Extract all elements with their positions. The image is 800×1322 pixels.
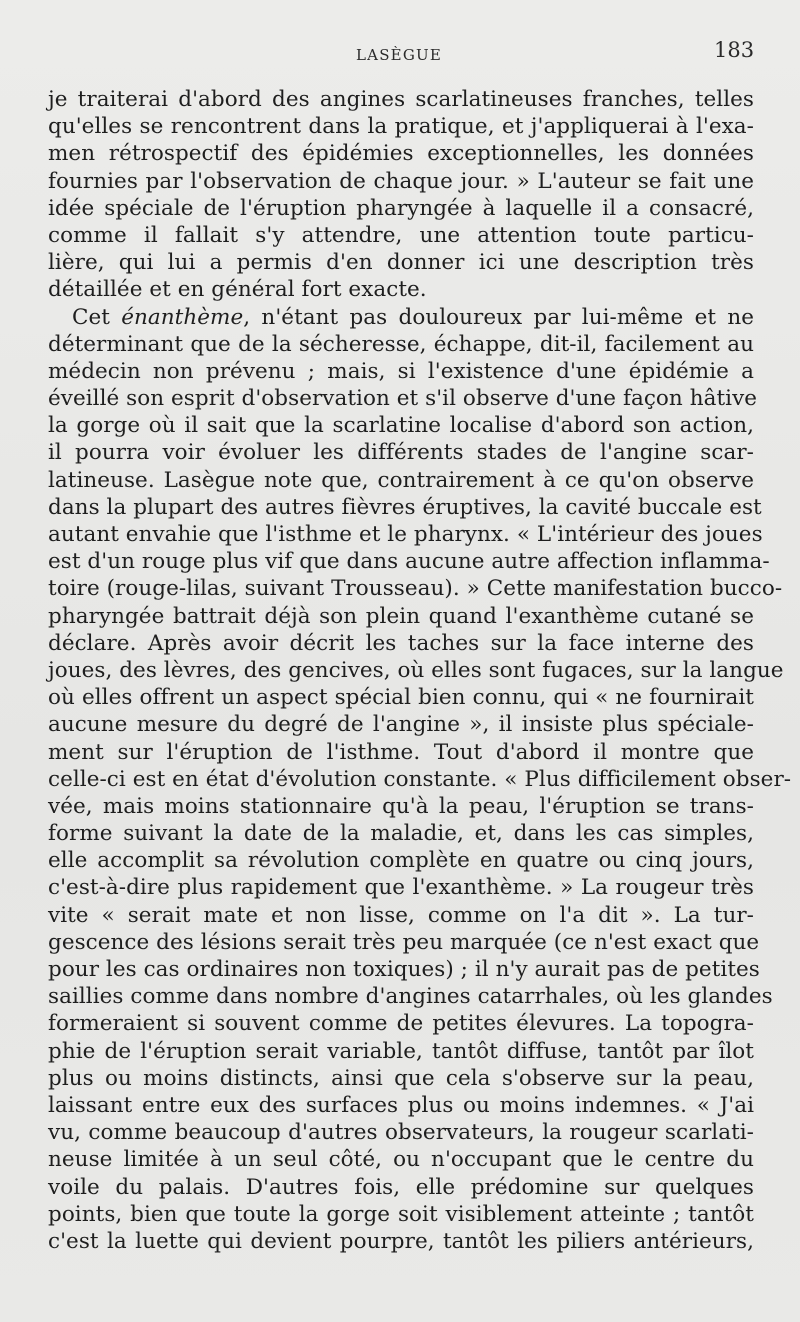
text-segment: Cet [72, 304, 122, 330]
text-line: voile du palais. D'autres fois, elle prédomine sur quelques [48, 1174, 754, 1200]
text-line: lière, qui lui a permis d'en donner ici une description très [48, 250, 754, 276]
text-line: points, bien que toute la gorge soit visiblement atteinte ; tantôt [48, 1201, 754, 1227]
text-line: latineuse. Lasègue note que, contrairement à ce qu'on observe [48, 467, 754, 493]
text-line: vite « serait mate et non lisse, comme on l'a dit ». La tur- [48, 902, 754, 928]
italic-term: énanthème [121, 304, 244, 330]
text-line: éveillé son esprit d'observation et s'il observe d'une façon hâtive [48, 386, 758, 412]
text-line: vée, mais moins stationnaire qu'à la peau, l'éruption se trans- [48, 793, 754, 819]
text-line: joues, des lèvres, des gencives, où elles sont fugaces, sur la langue [48, 657, 784, 683]
text-line: toire (rouge-lilas, suivant Trousseau). » Cette manifestation bucco- [48, 576, 783, 602]
text-line: je traiterai d'abord des angines scarlatineuses franches, telles [48, 87, 754, 112]
text-line: forme suivant la date de la maladie, et, dans les cas simples, [48, 821, 754, 847]
text-line: idée spéciale de l'éruption pharyngée à laquelle il a consacré, [48, 195, 754, 221]
text-line: neuse limitée à un seul côté, ou n'occupant que le centre du [48, 1147, 754, 1173]
text-line: il pourra voir évoluer les différents stades de l'angine scar- [48, 440, 754, 466]
text-line: pharyngée battrait déjà son plein quand l'exanthème cutané se [48, 603, 754, 629]
text-line: qu'elles se rencontrent dans la pratique, et j'appliquerai à l'exa- [48, 114, 754, 140]
text-line: gescence des lésions serait très peu marquée (ce n'est exact que [48, 929, 760, 955]
running-title: LASÈGUE [356, 46, 442, 64]
text-line: laissant entre eux des surfaces plus ou moins indemnes. « J'ai [48, 1092, 754, 1118]
text-line: détaillée et en général fort exacte. [48, 277, 427, 303]
text-line: autant envahie que l'isthme et le pharynx. « L'intérieur des joues [48, 522, 763, 547]
text-line: saillies comme dans nombre d'angines catarrhales, où les glandes [48, 984, 773, 1010]
text-line: c'est la luette qui devient pourpre, tantôt les piliers antérieurs, [48, 1228, 754, 1254]
text-line: men rétrospectif des épidémies exceptionnelles, les données [48, 141, 754, 167]
text-line: déterminant que de la sécheresse, échappe, dit-il, facilement au [48, 331, 754, 357]
text-line [48, 304, 754, 331]
text-line: plus ou moins distincts, ainsi que cela s'observe sur la peau, [48, 1065, 754, 1091]
text-line: aucune mesure du degré de l'angine », il insiste plus spéciale- [48, 712, 754, 738]
text-line: où elles offrent un aspect spécial bien connu, qui « ne fournirait [48, 685, 754, 711]
body-text [48, 86, 792, 1255]
text-line: est d'un rouge plus vif que dans aucune autre affection inflamma- [48, 549, 770, 575]
text-line: c'est-à-dire plus rapidement que l'exanthème. » La rougeur très [48, 875, 754, 901]
text-line: ment sur l'éruption de l'isthme. Tout d'abord il montre que [48, 739, 754, 765]
text-line: vu, comme beaucoup d'autres observateurs, la rougeur scarlati- [48, 1120, 754, 1146]
text-line: phie de l'éruption serait variable, tantôt diffuse, tantôt par îlot [48, 1038, 754, 1064]
text-line: dans la plupart des autres fièvres éruptives, la cavité buccale est [48, 494, 762, 520]
text-line: pour les cas ordinaires non toxiques) ; il n'y aurait pas de petites [48, 957, 760, 982]
text-line: formeraient si souvent comme de petites élevures. La topogra- [48, 1011, 754, 1037]
text-segment: , n'étant pas douloureux par lui-même et ne [243, 304, 754, 330]
text-line: déclare. Après avoir décrit les taches sur la face interne des [48, 630, 754, 656]
text-line: médecin non prévenu ; mais, si l'existence d'une épidémie a [48, 358, 754, 384]
text-line: elle accomplit sa révolution complète en quatre ou cinq jours, [48, 848, 754, 874]
text-line: comme il fallait s'y attendre, une attention toute particu- [48, 222, 754, 248]
text-line: fournies par l'observation de chaque jour. » L'auteur se fait une [48, 168, 754, 194]
page-number: 183 [714, 38, 755, 62]
text-line: celle-ci est en état d'évolution constante. « Plus difficilement obser- [48, 766, 792, 792]
running-header [0, 38, 800, 66]
text-line: la gorge où il sait que la scarlatine localise d'abord son action, [48, 413, 754, 439]
